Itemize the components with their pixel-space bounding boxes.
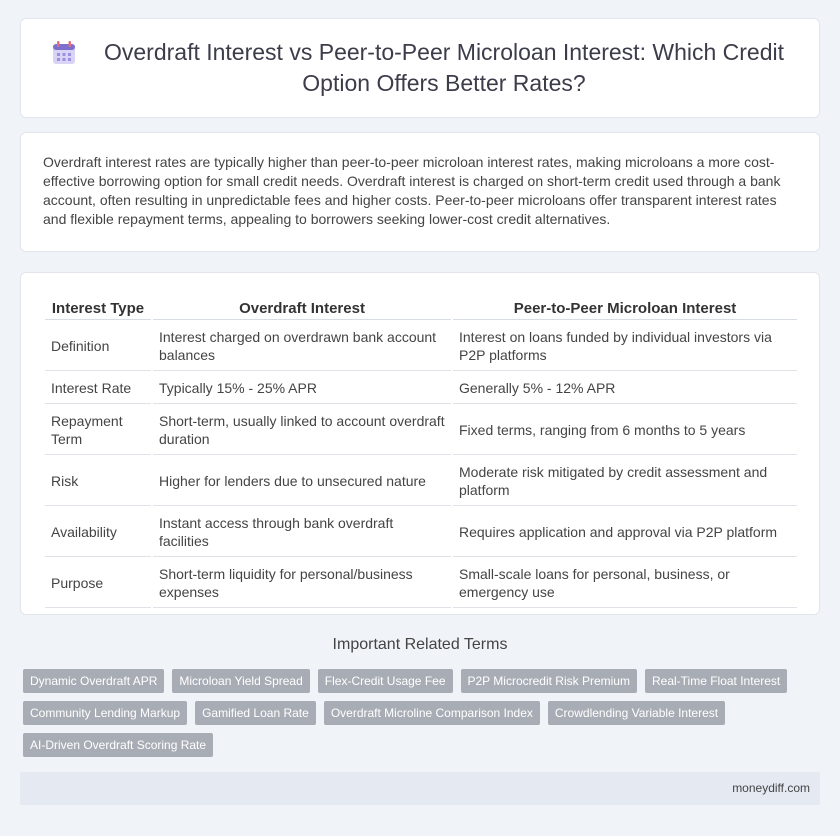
overdraft-cell: Higher for lenders due to unsecured nature	[153, 457, 451, 506]
related-term-tag[interactable]: Overdraft Microline Comparison Index	[324, 701, 540, 725]
title-card	[20, 18, 820, 118]
comparison-table	[43, 295, 799, 610]
related-terms-list	[23, 669, 813, 757]
row-label: Purpose	[45, 559, 151, 608]
row-label: Repayment Term	[45, 406, 151, 455]
table-row	[45, 406, 797, 455]
footer-site-link[interactable]: moneydiff.com	[732, 781, 810, 795]
header-p2p-microloan-interest: Peer-to-Peer Microloan Interest	[453, 297, 797, 320]
related-term-tag[interactable]: Real-Time Float Interest	[645, 669, 787, 693]
overdraft-cell: Short-term liquidity for personal/business expenses	[153, 559, 451, 608]
header-interest-type: Interest Type	[45, 297, 151, 320]
p2p-cell: Generally 5% - 12% APR	[453, 373, 797, 404]
row-label: Definition	[45, 322, 151, 371]
row-label: Risk	[45, 457, 151, 506]
related-term-tag[interactable]: P2P Microcredit Risk Premium	[461, 669, 637, 693]
p2p-cell: Requires application and approval via P2P platform	[453, 508, 797, 557]
calendar-icon	[51, 40, 77, 66]
overdraft-cell: Interest charged on overdrawn bank account balances	[153, 322, 451, 371]
intro-paragraph: Overdraft interest rates are typically higher than peer-to-peer microloan interest rates, making microloans a more cost-effective borrowing option for small credit needs. Overdraft interest is charged on short-term credit used through a bank account, often resulting in unpredictable fees and higher costs. Peer-to-peer microloans offer transparent interest rates and flexible repayment terms, appealing to borrowers seeking lower-cost credit alternatives.	[43, 154, 781, 227]
p2p-cell: Fixed terms, ranging from 6 months to 5 years	[453, 406, 797, 455]
table-row	[45, 457, 797, 506]
related-term-tag[interactable]: Flex-Credit Usage Fee	[318, 669, 453, 693]
row-label: Interest Rate	[45, 373, 151, 404]
related-term-tag[interactable]: Dynamic Overdraft APR	[23, 669, 164, 693]
related-term-tag[interactable]: Microloan Yield Spread	[172, 669, 309, 693]
p2p-cell: Small-scale loans for personal, business, or emergency use	[453, 559, 797, 608]
overdraft-cell: Typically 15% - 25% APR	[153, 373, 451, 404]
related-term-tag[interactable]: Gamified Loan Rate	[195, 701, 316, 725]
p2p-cell: Interest on loans funded by individual investors via P2P platforms	[453, 322, 797, 371]
page-title: Overdraft Interest vs Peer-to-Peer Microloan Interest: Which Credit Option Offers Better Rates?	[103, 39, 785, 96]
p2p-cell: Moderate risk mitigated by credit assessment and platform	[453, 457, 797, 506]
comparison-card	[20, 272, 820, 615]
intro-card	[20, 132, 820, 252]
related-term-tag[interactable]: AI-Driven Overdraft Scoring Rate	[23, 733, 213, 757]
header-overdraft-interest: Overdraft Interest	[153, 297, 451, 320]
overdraft-cell: Short-term, usually linked to account overdraft duration	[153, 406, 451, 455]
overdraft-cell: Instant access through bank overdraft facilities	[153, 508, 451, 557]
table-row	[45, 373, 797, 404]
table-row	[45, 559, 797, 608]
table-row	[45, 322, 797, 371]
row-label: Availability	[45, 508, 151, 557]
related-terms-title: Important Related Terms	[332, 636, 508, 653]
related-term-tag[interactable]: Crowdlending Variable Interest	[548, 701, 725, 725]
table-header-row	[45, 297, 797, 320]
footer	[20, 772, 820, 805]
table-row	[45, 508, 797, 557]
related-term-tag[interactable]: Community Lending Markup	[23, 701, 187, 725]
